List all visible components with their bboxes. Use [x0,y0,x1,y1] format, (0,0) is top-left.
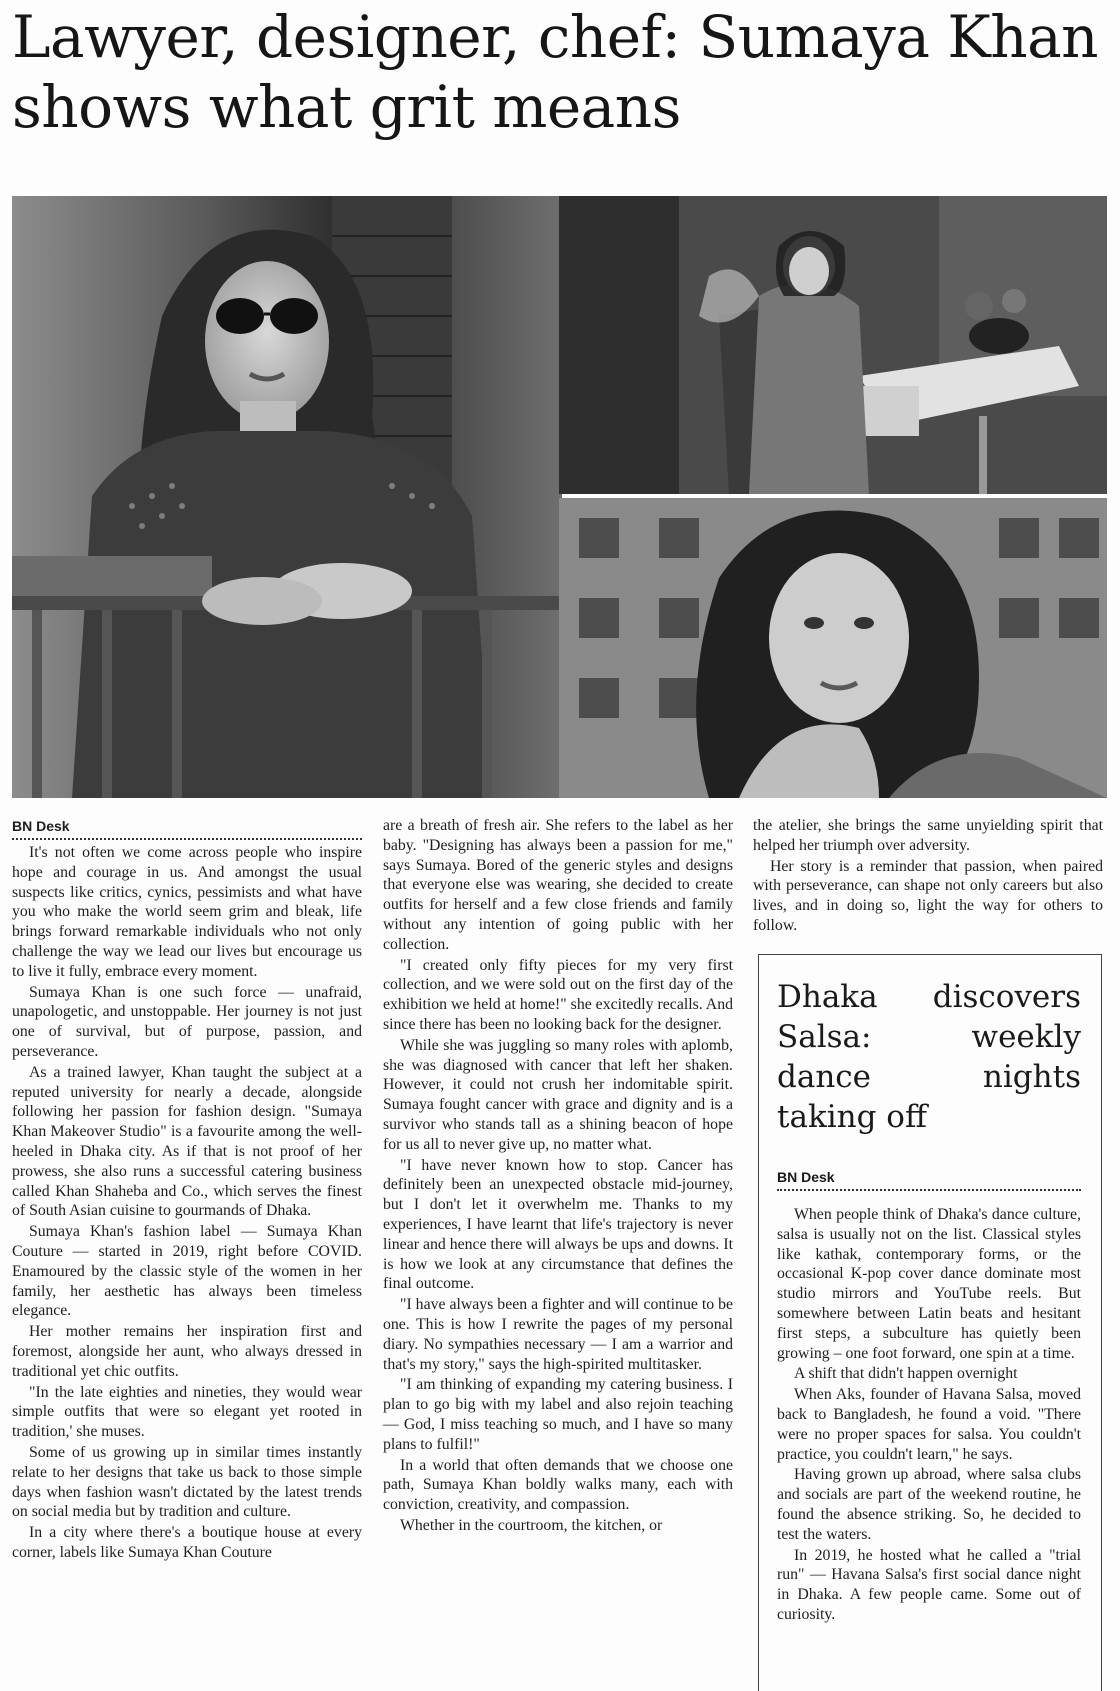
paragraph: "In the late eighties and nineties, they would wear simple outfits that were so elegant yet rooted in tradition,' she muses. [12,1383,362,1441]
paragraph: Sumaya Khan's fashion label — Sumaya Khan Couture — started in 2019, right before COVID. Enamoured by the classic style of the women in her family, her aesthetic has always been timeless elegance. [12,1223,362,1320]
portrait-chin-on-hand-image [559,498,1107,798]
paragraph: It's not often we come across people who inspire hope and courage in us. And amongst the usual suspects like critics, cynics, pessimists and what have you who make the world seem grim and bleak, life brings forward remarkable individuals who not only challenge the way we lead our lives but encourage us to live it fully, embrace every moment. [12,844,362,980]
sidebar-headline: Dhaka discovers Salsa: weekly dance nights taking off [777,979,1081,1135]
paragraph: "I have never known how to stop. Cancer has definitely been an unexpected obstacle mid-journey, but I don't let it overwhelm me. Thanks to my experiences, I have learnt that life's trajectory is never linear and hence there will always be ups and downs. It is how we look at any circumstance that defines the final outcome. [383,1156,733,1293]
portrait-sunglasses-image [12,196,562,798]
sidebar-body [777,1205,1081,1625]
paragraph: Having grown up abroad, where salsa clubs and socials are part of the weekend routine, he found the absence striking. So, he decided to test the waters. [777,1466,1081,1543]
paragraph: Some of us growing up in similar times instantly relate to her designs that take us back to those simple days when fashion wasn't dictated by the latest trends on social media but by tradition and culture. [12,1443,362,1521]
paragraph: "I have always been a fighter and will continue to be one. This is how I rewrite the pages of my personal diary. No sympathies necessary — I am a warrior and that's my story," says the high-spirited multitasker. [383,1296,733,1373]
photo-main [12,196,562,798]
paragraph: Her story is a reminder that passion, when paired with perseverance, can shape not only careers but also lives, and in doing so, light the way for others to follow. [753,857,1103,934]
paragraph: When Aks, founder of Havana Salsa, moved back to Bangladesh, he found a void. "There were no proper spaces for salsa. You couldn't practice, you couldn't learn," he says. [777,1386,1081,1463]
paragraph: In a city where there's a boutique house at every corner, labels like Sumaya Khan Couture [12,1524,362,1561]
article-column-3 [753,816,1103,937]
paragraph: "I created only fifty pieces for my very first collection, and we were sold out on the first day of the exhibition we held at home!" she excitedly recalls. And since there has been no looking back for the designer. [383,956,733,1033]
sidebar-story [758,954,1102,1691]
article-headline: Lawyer, designer, chef: Sumaya Khan shows what grit means [12,3,1099,141]
photo-bottom-right [559,498,1107,798]
paragraph: While she was juggling so many roles with aplomb, she was diagnosed with cancer that left her shaken. However, it could not crush her indomitable spirit. Sumaya fought cancer with grace and dignity and is a survivor who stands tall as a shining beacon of hope for us all to never give up, no matter what. [383,1036,733,1153]
sidebar-byline: BN Desk [777,1167,1081,1191]
paragraph: "I am thinking of expanding my catering business. I plan to go big with my label and also rejoin teaching — God, I miss teaching so much, and I have so many plans to fulfil!" [383,1376,733,1453]
article-column-2 [383,816,733,1537]
paragraph: As a trained lawyer, Khan taught the subject at a reputed university for nearly a decade, alongside following her passion for fashion design. "Sumaya Khan Makeover Studio" is a favourite among the well-heeled in Dhaka city. As if that is not proof of her prowess, she also runs a successful catering business called Khan Shaheba and Co., which serves the finest of South Asian cuisine to gourmands of Dhaka. [12,1063,362,1220]
photo-top-right [559,196,1107,494]
paragraph: Whether in the courtroom, the kitchen, or [400,1516,663,1534]
paragraph: In 2019, he hosted what he called a "trial run" — Havana Salsa's first social dance night in Dhaka. A few people came. Some out of curiosity. [777,1546,1081,1623]
article-column-1 [12,816,362,1564]
paragraph: In a world that often demands that we choose one path, Sumaya Khan boldly walks many, each with conviction, creativity, and compassion. [383,1456,733,1514]
portrait-seated-table-image [559,196,1107,494]
article-byline: BN Desk [12,816,362,840]
paragraph: Sumaya Khan is one such force — unafraid, unapologetic, and unstoppable. Her journey is not just one of survival, but of purpose, passion, and perseverance. [12,983,362,1060]
paragraph: are a breath of fresh air. She refers to the label as her baby. "Designing has always been a passion for me," says Sumaya. Bored of the generic styles and designs that everyone else was wearing, she decided to create outfits for herself and a few close friends and family without any intention of going public with her collection. [383,817,733,953]
paragraph: When people think of Dhaka's dance culture, salsa is usually not on the list. Classical styles like kathak, contemporary forms, or the occasional K-pop cover dance dominate most studio mirrors and YouTube reels. But somewhere between Latin beats and hesitant first steps, a subculture has quietly been growing – one foot forward, one spin at a time. [777,1206,1081,1362]
paragraph: A shift that didn't happen overnight [794,1365,1018,1383]
paragraph: the atelier, she brings the same unyielding spirit that helped her triumph over adversity. [753,817,1103,854]
paragraph: Her mother remains her inspiration first and foremost, alongside her aunt, who always dressed in traditional yet chic outfits. [12,1323,362,1380]
